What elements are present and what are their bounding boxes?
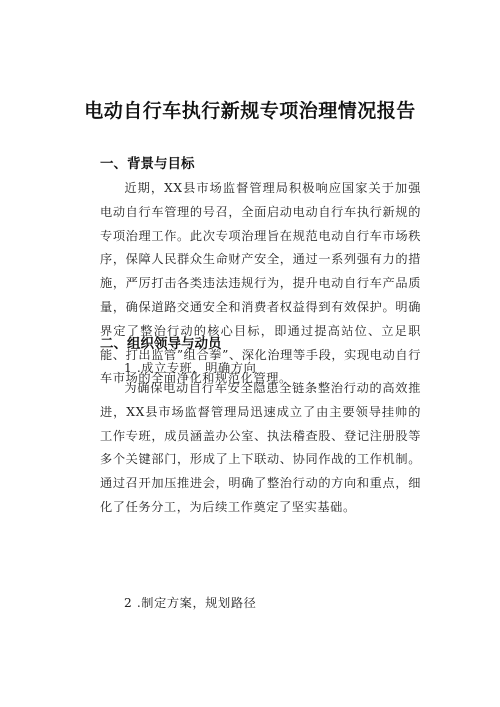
subsection-label-plan: 2 .制定方案，规划路径 bbox=[124, 596, 257, 610]
subsection-label-task-force: 1 .成立专班，明确方向 bbox=[124, 361, 257, 375]
subsection-paragraph-task-force: 为确保电动自行车安全隐患全链条整治行动的高效推进，XX县市场监督管理局迅速成立了由主要领导挂帅的工作专班，成员涵盖办公室、执法稽查股、登记注册股等多个关键部门，形成了上下联动、协同作战的工作机制。通过召开加压推进会，明确了整治行动的方向和重点，细化了任务分工，为后续工作奠定了坚实基础。 bbox=[100, 381, 421, 514]
section-paragraph-background: 近期，XX县市场监督管理局积极响应国家关于加强电动自行车管理的号召，全面启动电动自行车执行新规的专项治理工作。此次专项治理旨在规范电动自行车市场秩序，保障人民群众生命财产安全，通过一系列强有力的措施，严厉打击各类违法违规行为，提升电动自行车产品质量，确保道路交通安全和消费者权益得到有效保护。明确界定了整治行动的核心目标，即通过提高站位、立足职能、打出监管”组合拳”、深化治理等手段，实现电动自行车市场的全面净化和规范化管理。 bbox=[100, 181, 421, 386]
document-title: 电动自行车执行新规专项治理情况报告 bbox=[84, 100, 416, 122]
section-heading-organization: 二、组织领导与动员 bbox=[100, 336, 222, 352]
section-heading-background: 一、背景与目标 bbox=[100, 156, 195, 172]
